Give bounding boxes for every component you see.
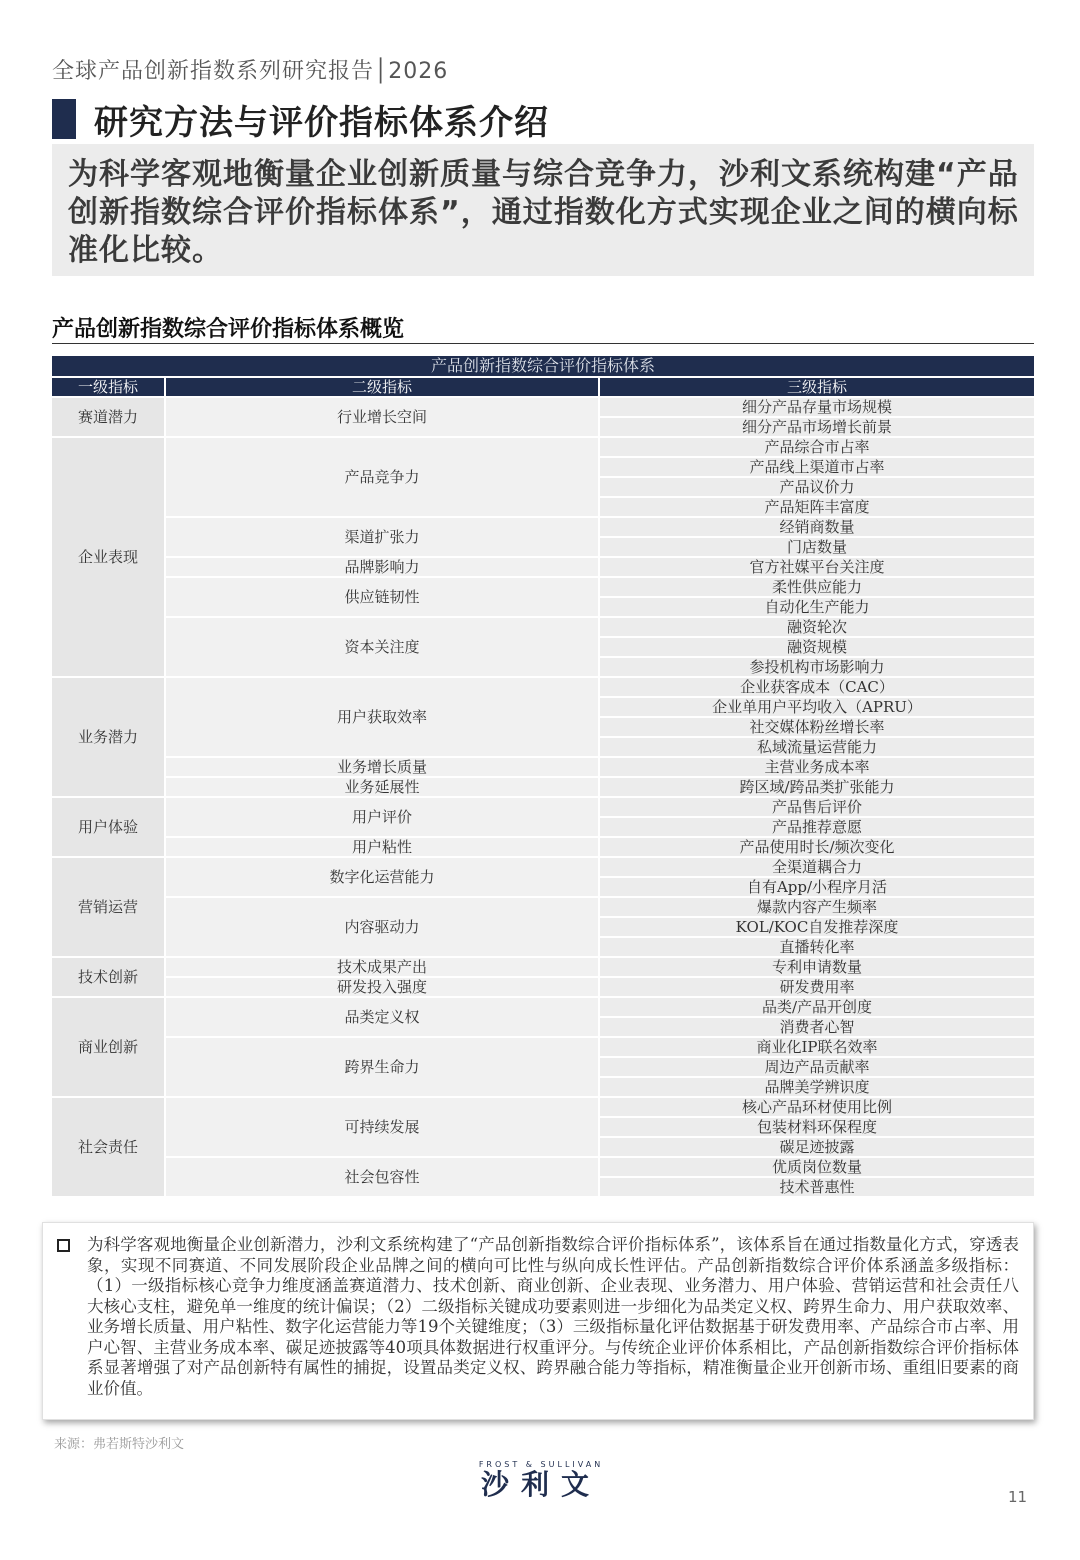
level3-cell: 融资规模: [600, 638, 1034, 658]
level3-cell: 主营业务成本率: [600, 758, 1034, 778]
level2-cell: 可持续发展: [166, 1098, 600, 1158]
section-title: [52, 98, 549, 143]
level2-cell: 技术成果产出: [166, 958, 600, 978]
subsection-heading: [52, 312, 1034, 344]
level2-cell: 跨界生命力: [166, 1038, 600, 1098]
table-row: [52, 898, 1034, 918]
level3-cell: 社交媒体粉丝增长率: [600, 718, 1034, 738]
level3-cell: 研发费用率: [600, 978, 1034, 998]
table-row: [52, 1158, 1034, 1178]
level3-cell: 产品售后评价: [600, 798, 1034, 818]
level3-cell: 产品综合市占率: [600, 438, 1034, 458]
table-row: [52, 578, 1034, 598]
level3-cell: 产品矩阵丰富度: [600, 498, 1034, 518]
summary-text: 为科学客观地衡量企业创新潜力，沙利文系统构建了“产品创新指数综合评价指标体系”，该体系旨在通过指数量化方式，穿透表象，实现不同赛道、不同发展阶段企业品牌之间的横向可比性与纵向成长性评估。产品创新指数综合评价体系涵盖多级指标：（1）一级指标核心竞争力维度涵盖赛道潜力、技术创新、商业创新、企业表现、业务潜力、用户体验、营销运营和社会责任八大核心支柱，避免单一维度的统计偏误；（2）二级指标关键成功要素则进一步细化为品类定义权、跨界生命力、用户获取效率、业务增长质量、用户粘性、数字化运营能力等19个关键维度；（3）三级指标量化评估数据基于研发费用率、产品综合市占率、用户心智、主营业务成本率、碳足迹披露等40项具体数据进行权重评分。与传统企业评价体系相比，产品创新指数综合评价指标体系显著增强了对产品创新特有属性的捕捉，设置品类定义权、跨界融合能力等指标，精准衡量企业开创新市场、重组旧要素的商业价值。: [87, 1235, 1019, 1398]
col-header-l1: 一级指标: [52, 378, 166, 396]
table-body: [52, 396, 1034, 1198]
level2-cell: 内容驱动力: [166, 898, 600, 958]
level3-cell: 专利申请数量: [600, 958, 1034, 978]
table-row: [52, 778, 1034, 798]
level1-cell: 商业创新: [52, 998, 166, 1098]
level1-cell: 技术创新: [52, 958, 166, 998]
level2-cell: 资本关注度: [166, 618, 600, 678]
level2-cell: 品牌影响力: [166, 558, 600, 578]
table-row: [52, 838, 1034, 858]
table-row: [52, 678, 1034, 698]
level3-cell: 经销商数量: [600, 518, 1034, 538]
level3-cell: 品牌美学辨识度: [600, 1078, 1034, 1098]
level1-cell: 用户体验: [52, 798, 166, 858]
checkbox-bullet-icon: [57, 1239, 70, 1252]
level3-cell: 产品使用时长/频次变化: [600, 838, 1034, 858]
level1-cell: 业务潜力: [52, 678, 166, 798]
intro-text: 为科学客观地衡量企业创新质量与综合竞争力，沙利文系统构建“产品创新指数综合评价指标体系”，通过指数化方式实现企业之间的横向标准化比较。: [68, 157, 1019, 268]
table-header-row: [52, 378, 1034, 396]
logo-en-text: FROST & SULLIVAN: [478, 1460, 604, 1469]
level3-cell: 商业化IP联名效率: [600, 1038, 1034, 1058]
level3-cell: 技术普惠性: [600, 1178, 1034, 1198]
level3-cell: 企业单用户平均收入（APRU）: [600, 698, 1034, 718]
level1-cell: 赛道潜力: [52, 396, 166, 438]
table-row: [52, 858, 1034, 878]
table-row: [52, 558, 1034, 578]
level2-cell: 业务增长质量: [166, 758, 600, 778]
table-row: [52, 978, 1034, 998]
level2-cell: 研发投入强度: [166, 978, 600, 998]
level3-cell: 柔性供应能力: [600, 578, 1034, 598]
section-title-text: 研究方法与评价指标体系介绍: [94, 102, 549, 143]
level3-cell: 包装材料环保程度: [600, 1118, 1034, 1138]
level3-cell: 参投机构市场影响力: [600, 658, 1034, 678]
level3-cell: 碳足迹披露: [600, 1138, 1034, 1158]
table-row: [52, 758, 1034, 778]
level3-cell: 跨区域/跨品类扩张能力: [600, 778, 1034, 798]
level3-cell: 周边产品贡献率: [600, 1058, 1034, 1078]
level3-cell: 优质岗位数量: [600, 1158, 1034, 1178]
level2-cell: 用户粘性: [166, 838, 600, 858]
level3-cell: 细分产品市场增长前景: [600, 418, 1034, 438]
title-accent-bar: [52, 99, 76, 139]
level3-cell: 全渠道耦合力: [600, 858, 1034, 878]
frost-sullivan-logo: [466, 1460, 616, 1501]
level2-cell: 用户获取效率: [166, 678, 600, 758]
subsection-title: 产品创新指数综合评价指标体系概览: [52, 317, 405, 342]
level2-cell: 供应链韧性: [166, 578, 600, 618]
level3-cell: 自有App/小程序月活: [600, 878, 1034, 898]
report-header: 全球产品创新指数系列研究报告│2026: [52, 59, 449, 84]
level3-cell: 细分产品存量市场规模: [600, 396, 1034, 418]
level1-cell: 企业表现: [52, 438, 166, 678]
level3-cell: 官方社媒平台关注度: [600, 558, 1034, 578]
level3-cell: KOL/KOC自发推荐深度: [600, 918, 1034, 938]
level1-cell: 社会责任: [52, 1098, 166, 1198]
table-row: [52, 518, 1034, 538]
level3-cell: 企业获客成本（CAC）: [600, 678, 1034, 698]
table-row: [52, 1038, 1034, 1058]
level1-cell: 营销运营: [52, 858, 166, 958]
summary-note: [42, 1222, 1034, 1420]
page-number: 11: [1008, 1488, 1028, 1506]
table-row: [52, 998, 1034, 1018]
table-row: [52, 396, 1034, 418]
level3-cell: 自动化生产能力: [600, 598, 1034, 618]
level2-cell: 渠道扩张力: [166, 518, 600, 558]
table-row: [52, 1098, 1034, 1118]
level3-cell: 直播转化率: [600, 938, 1034, 958]
level3-cell: 消费者心智: [600, 1018, 1034, 1038]
intro-box: [52, 144, 1034, 276]
level3-cell: 产品线上渠道市占率: [600, 458, 1034, 478]
col-header-l2: 二级指标: [166, 378, 600, 396]
level3-cell: 爆款内容产生频率: [600, 898, 1034, 918]
table-row: [52, 958, 1034, 978]
level3-cell: 产品推荐意愿: [600, 818, 1034, 838]
level2-cell: 社会包容性: [166, 1158, 600, 1198]
indicator-grid: [52, 378, 1034, 1198]
indicator-table: [52, 356, 1034, 1198]
source-note: 来源：弗若斯特沙利文: [54, 1437, 185, 1452]
table-row: [52, 438, 1034, 458]
level3-cell: 门店数量: [600, 538, 1034, 558]
level3-cell: 产品议价力: [600, 478, 1034, 498]
level3-cell: 核心产品环材使用比例: [600, 1098, 1034, 1118]
level2-cell: 行业增长空间: [166, 396, 600, 438]
level2-cell: 用户评价: [166, 798, 600, 838]
table-row: [52, 798, 1034, 818]
level3-cell: 融资轮次: [600, 618, 1034, 638]
table-title: 产品创新指数综合评价指标体系: [52, 356, 1034, 376]
level2-cell: 业务延展性: [166, 778, 600, 798]
level2-cell: 产品竞争力: [166, 438, 600, 518]
level3-cell: 品类/产品开创度: [600, 998, 1034, 1018]
table-row: [52, 618, 1034, 638]
col-header-l3: 三级指标: [600, 378, 1034, 396]
level3-cell: 私域流量运营能力: [600, 738, 1034, 758]
level2-cell: 数字化运营能力: [166, 858, 600, 898]
level2-cell: 品类定义权: [166, 998, 600, 1038]
logo-cn-text: 沙利文: [480, 1468, 601, 1501]
